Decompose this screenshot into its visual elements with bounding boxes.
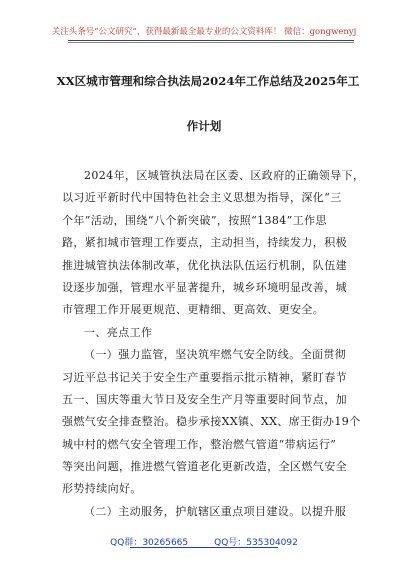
header-divider-thin [68, 42, 354, 43]
document-title-line2: 作计划 [186, 119, 222, 133]
document-body [62, 165, 365, 523]
footer-underline [130, 547, 278, 548]
intro-line: 市管理工作开展更规范、更精细、更高效、更安全。 [62, 303, 325, 317]
intro-line: 路，紧扣城市管理工作要点，主动担当，持续发力，积极 [62, 236, 347, 250]
intro-line: 2024年，区城管执法局在区委、区政府的正确领导下， [84, 169, 365, 182]
item1-line: （一）强力监管，坚决筑牢燃气安全防线。全面贯彻 [84, 348, 347, 362]
header-divider [68, 40, 354, 41]
item1-line: 城中村的燃气安全管理工作，整治燃气管道“带病运行” [62, 437, 337, 451]
item1-line: 形势持续向好。 [62, 482, 142, 496]
header-banner: 关注头条号“公文研究”，获得最新最全最专业的公文资料库！ 微信：gongwenyj [51, 27, 357, 37]
intro-line: 以习近平新时代中国特色社会主义思想为指导，深化“三 [62, 191, 342, 205]
intro-line: 设逐步加强，管理水平显著提升，城乡环境明显改善，城 [62, 280, 347, 294]
section-heading: 一、亮点工作 [84, 325, 153, 339]
intro-line: 推进城管执法体制改革，优化执法队伍运行机制，队伍建 [62, 258, 347, 272]
intro-line: 个年”活动，围绕“八个新突破”，按照“1384”工作思 [62, 213, 327, 227]
item1-line: 习近平总书记关于安全生产重要指示批示精神，紧盯春节 [62, 370, 347, 384]
document-title-line1: XX区城市管理和综合执法局2024年工作总结及2025年工 [56, 74, 360, 88]
item2-line: （二）主动服务，护航辖区重点项目建设。以提升服 [84, 504, 347, 518]
footer-qq-group: QQ群：30265665 [110, 538, 189, 548]
item1-line: 等突出问题，推进燃气管道老化更新改造，全区燃气安全 [62, 460, 347, 474]
item1-line: 强燃气安全排查整治。稳步承接XX镇、XX、席王街办19个 [62, 415, 361, 429]
item1-line: 五一、国庆等重大节日及安全生产月等重要时间节点，加 [62, 392, 347, 406]
footer-qq-number: QQ号：535304092 [214, 538, 298, 548]
